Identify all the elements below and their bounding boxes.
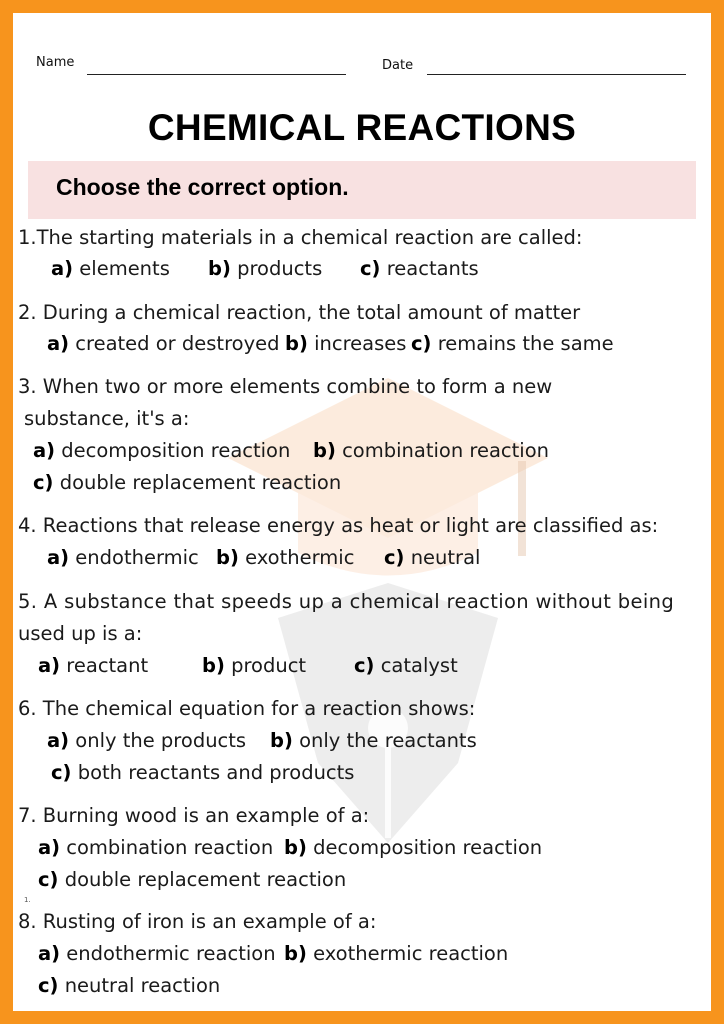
option-2b: b) increases xyxy=(285,332,407,355)
option-1a: a) elements xyxy=(51,257,170,280)
question-1: 1.The starting materials in a chemical reaction are called: xyxy=(18,226,583,249)
date-underline xyxy=(427,74,686,75)
question-3-cont: substance, it's a: xyxy=(24,407,190,430)
option-5c: c) catalyst xyxy=(354,654,458,677)
option-8b: b) exothermic reaction xyxy=(284,942,509,965)
option-3b: b) combination reaction xyxy=(313,439,549,462)
instruction-text: Choose the correct option. xyxy=(56,174,349,200)
option-3a: a) decomposition reaction xyxy=(33,439,291,462)
option-4b: b) exothermic xyxy=(216,546,355,569)
option-1c: c) reactants xyxy=(360,257,479,280)
question-6: 6. The chemical equation for a reaction shows: xyxy=(18,697,476,720)
option-4a: a) endothermic xyxy=(47,546,199,569)
option-6c: c) both reactants and products xyxy=(51,761,355,784)
question-3: 3. When two or more elements combine to form a new xyxy=(18,375,553,398)
question-4: 4. Reactions that release energy as heat or light are classified as: xyxy=(18,514,659,537)
question-7: 7. Burning wood is an example of a: xyxy=(18,804,370,827)
option-2c: c) remains the same xyxy=(411,332,614,355)
name-label: Name xyxy=(36,55,75,70)
name-underline xyxy=(87,74,346,75)
option-6a: a) only the products xyxy=(47,729,247,752)
question-2: 2. During a chemical reaction, the total amount of matter xyxy=(18,301,581,324)
page-title: CHEMICAL REACTIONS xyxy=(147,107,577,148)
option-8a: a) endothermic reaction xyxy=(38,942,276,965)
small-mark: 1. xyxy=(24,896,31,904)
question-8: 8. Rusting of iron is an example of a: xyxy=(18,910,377,933)
instruction-banner xyxy=(28,161,696,219)
option-4c: c) neutral xyxy=(384,546,481,569)
option-8c: c) neutral reaction xyxy=(38,974,221,997)
option-5a: a) reactant xyxy=(38,654,149,677)
question-5: 5. A substance that speeds up a chemical reaction without being xyxy=(18,590,675,613)
option-7a: a) combination reaction xyxy=(38,836,274,859)
option-6b: b) only the reactants xyxy=(270,729,477,752)
option-5b: b) product xyxy=(202,654,307,677)
option-1b: b) products xyxy=(208,257,323,280)
option-3c: c) double replacement reaction xyxy=(33,471,342,494)
option-7c: c) double replacement reaction xyxy=(38,868,347,891)
option-2a: a) created or destroyed xyxy=(47,332,280,355)
date-label: Date xyxy=(382,58,414,73)
option-7b: b) decomposition reaction xyxy=(284,836,543,859)
question-5-cont: used up is a: xyxy=(18,622,143,645)
